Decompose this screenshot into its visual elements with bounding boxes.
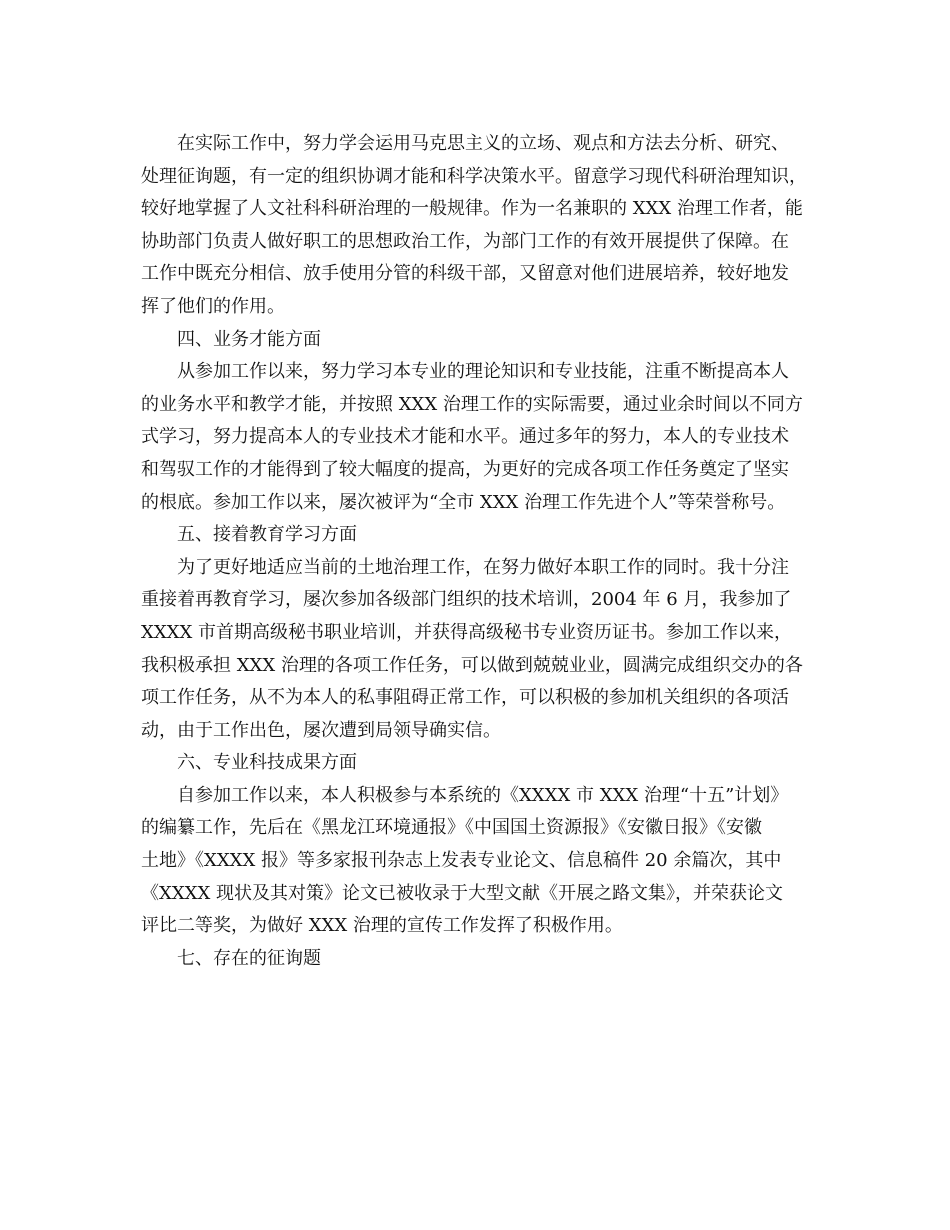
paragraph-research-achievements <box>141 780 813 943</box>
text-line: XXXX 市首期高级秘书职业培训，并获得高级秘书专业资历证书。参加工作以来， <box>141 621 792 643</box>
text-line: 的根底。参加工作以来，屡次被评为“全市 XXX 治理工作先进个人”等荣誉称号。 <box>141 491 786 513</box>
text-line: 式学习，努力提高本人的专业技术才能和水平。通过多年的努力，本人的专业技术 <box>141 426 789 448</box>
text-line: 我积极承担 XXX 治理的各项工作任务，可以做到兢兢业业，圆满完成组织交办的各 <box>141 654 803 676</box>
text-line: 和驾驭工作的才能得到了较大幅度的提高，为更好的完成各项工作任务奠定了坚实 <box>141 458 789 480</box>
document-body <box>141 128 813 975</box>
text-line: 项工作任务，从不为本人的私事阻碍正常工作，可以积极的参加机关组织的各项活 <box>141 687 789 709</box>
section-heading-continuing-education: 五、接着教育学习方面 <box>177 524 357 546</box>
text-line: 自参加工作以来，本人积极参与本系统的《XXXX 市 XXX 治理“十五”计划》 <box>177 784 789 806</box>
text-line: 在实际工作中，努力学会运用马克思主义的立场、观点和方法去分析、研究、 <box>177 133 789 154</box>
text-line: 协助部门负责人做好职工的思想政治工作，为部门工作的有效开展提供了保障。在 <box>141 230 789 252</box>
text-line: 《XXXX 现状及其对策》论文已被收录于大型文献《开展之路文集》，并荣获论文 <box>141 882 783 904</box>
text-line: 工作中既充分相信、放手使用分管的科级干部，又留意对他们进展培养，较好地发 <box>141 263 789 285</box>
text-line: 为了更好地适应当前的土地治理工作，在努力做好本职工作的同时。我十分注 <box>177 556 789 578</box>
text-line: 评比二等奖，为做好 XXX 治理的宣传工作发挥了积极作用。 <box>141 915 623 937</box>
text-line: 的编纂工作，先后在《黑龙江环境通报》《中国国土资源报》《安徽日报》《安徽 <box>141 817 762 839</box>
text-line: 的业务水平和教学才能，并按照 XXX 治理工作的实际需要，通过业余时间以不同方 <box>141 393 803 415</box>
text-line: 挥了他们的作用。 <box>141 295 285 317</box>
text-line: 动，由于工作出色，屡次遭到局领导确实信。 <box>141 719 501 741</box>
text-line: 较好地掌握了人文社科科研治理的一般规律。作为一名兼职的 XXX 治理工作者，能 <box>141 198 803 220</box>
paragraph-leadership <box>141 128 813 324</box>
paragraph-continuing-education <box>141 552 813 748</box>
text-line: 从参加工作以来，努力学习本专业的理论知识和专业技能，注重不断提高本人 <box>177 361 789 383</box>
text-line: 处理征询题，有一定的组织协调才能和科学决策水平。留意学习现代科研治理知识， <box>141 165 807 187</box>
text-line: 重接着再教育学习，屡次参加各级部门组织的技术培训，2004 年 6 月，我参加了 <box>141 589 792 611</box>
section-heading-existing-problems: 七、存在的征询题 <box>177 947 321 969</box>
section-heading-research-achievements: 六、专业科技成果方面 <box>177 752 357 774</box>
section-heading-business-ability: 四、业务才能方面 <box>177 328 321 350</box>
paragraph-business-ability <box>141 356 813 519</box>
text-line: 土地》《XXXX 报》等多家报刊杂志上发表专业论文、信息稿件 20 余篇次，其中 <box>141 850 782 872</box>
